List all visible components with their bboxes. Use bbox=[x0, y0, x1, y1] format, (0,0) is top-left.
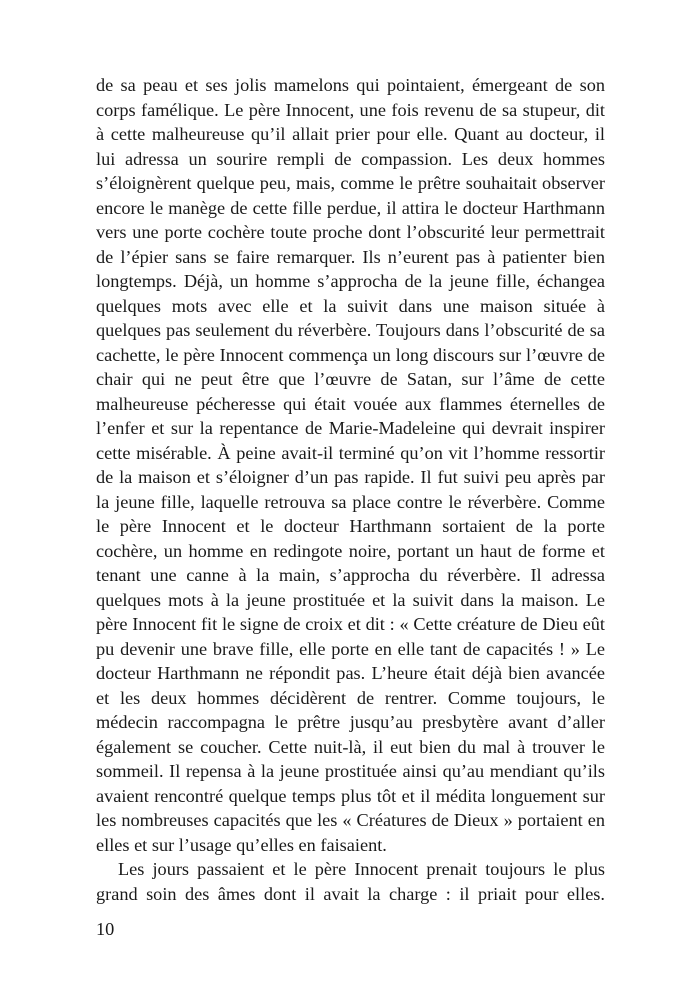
text-line: docteur Harthmann ne répondit pas. L’heure était déjà bien avancée bbox=[96, 663, 605, 683]
paragraph-end-line: elles et sur l’usage qu’elles en faisaient. bbox=[96, 834, 387, 855]
text-line: de la maison et s’éloigner d’un pas rapide. Il fut suivi peu après par bbox=[96, 467, 605, 487]
text-line: le père Innocent et le docteur Harthmann sortaient de la porte bbox=[96, 516, 605, 536]
text-line: pu devenir une brave fille, elle porte en elle tant de capacités ! » Le bbox=[96, 638, 605, 659]
text-line: les nombreuses capacités que les « Créatures de Dieux » portaient en bbox=[96, 810, 605, 830]
text-line: chair qui ne peut être que l’œuvre de Satan, sur l’âme de cette bbox=[96, 369, 605, 389]
text-line: sommeil. Il repensa à la jeune prostituée ainsi qu’au mendiant qu’ils bbox=[96, 761, 605, 781]
text-line: cette misérable. À peine avait-il terminé qu’on vit l’homme ressortir bbox=[96, 442, 605, 463]
text-line: avaient rencontré quelque temps plus tôt et il médita longuement sur bbox=[96, 785, 605, 806]
body-text bbox=[96, 73, 605, 906]
text-line: lui adressa un sourire rempli de compassion. Les deux hommes bbox=[96, 148, 605, 169]
text-line: encore le manège de cette fille perdue, il attira le docteur Harthmann bbox=[96, 197, 605, 218]
text-line: quelques mots à la jeune prostituée et la suivit dans la maison. Le bbox=[96, 589, 605, 610]
text-line: longtemps. Déjà, un homme s’approcha de la jeune fille, échangea bbox=[96, 271, 605, 291]
text-line: grand soin des âmes dont il avait la charge : il priait pour elles. bbox=[96, 883, 605, 904]
page-number: 10 bbox=[96, 919, 115, 939]
text-line: père Innocent fit le signe de croix et dit : « Cette créature de Dieu eût bbox=[96, 614, 605, 634]
text-line: médecin raccompagna le prêtre jusqu’au presbytère avant d’aller bbox=[96, 712, 605, 732]
text-line: s’éloignèrent quelque peu, mais, comme le prêtre souhaitait observer bbox=[96, 173, 605, 193]
text-line: quelques mots avec elle et la suivit dans une maison située à bbox=[96, 295, 605, 316]
paragraph-start-line: Les jours passaient et le père Innocent prenait toujours le plus bbox=[118, 859, 605, 879]
text-line: et les deux hommes décidèrent de rentrer. Comme toujours, le bbox=[96, 687, 605, 708]
text-line: cochère, un homme en redingote noire, portant un haut de forme et bbox=[96, 540, 605, 561]
text-line: cachette, le père Innocent commença un long discours sur l’œuvre de bbox=[96, 344, 605, 365]
text-line: vers une porte cochère toute proche dont l’obscurité leur permettrait bbox=[96, 222, 605, 242]
text-line: l’enfer et sur la repentance de Marie-Madeleine qui devrait inspirer bbox=[96, 418, 605, 438]
text-line: quelques pas seulement du réverbère. Toujours dans l’obscurité de sa bbox=[96, 320, 605, 340]
text-line: corps famélique. Le père Innocent, une fois revenu de sa stupeur, dit bbox=[96, 99, 605, 120]
text-line: de sa peau et ses jolis mamelons qui pointaient, émergeant de son bbox=[96, 75, 605, 95]
text-line: également se coucher. Cette nuit-là, il eut bien du mal à trouver le bbox=[96, 736, 605, 757]
text-line: de l’épier sans se faire remarquer. Ils n’eurent pas à patienter bien bbox=[96, 246, 605, 267]
text-line: tenant une canne à la main, s’approcha du réverbère. Il adressa bbox=[96, 565, 605, 585]
text-line: à cette malheureuse qu’il allait prier pour elle. Quant au docteur, il bbox=[96, 124, 605, 144]
text-line: la jeune fille, laquelle retrouva sa place contre le réverbère. Comme bbox=[96, 491, 605, 512]
text-line: malheureuse pécheresse qui était vouée aux flammes éternelles de bbox=[96, 393, 605, 414]
